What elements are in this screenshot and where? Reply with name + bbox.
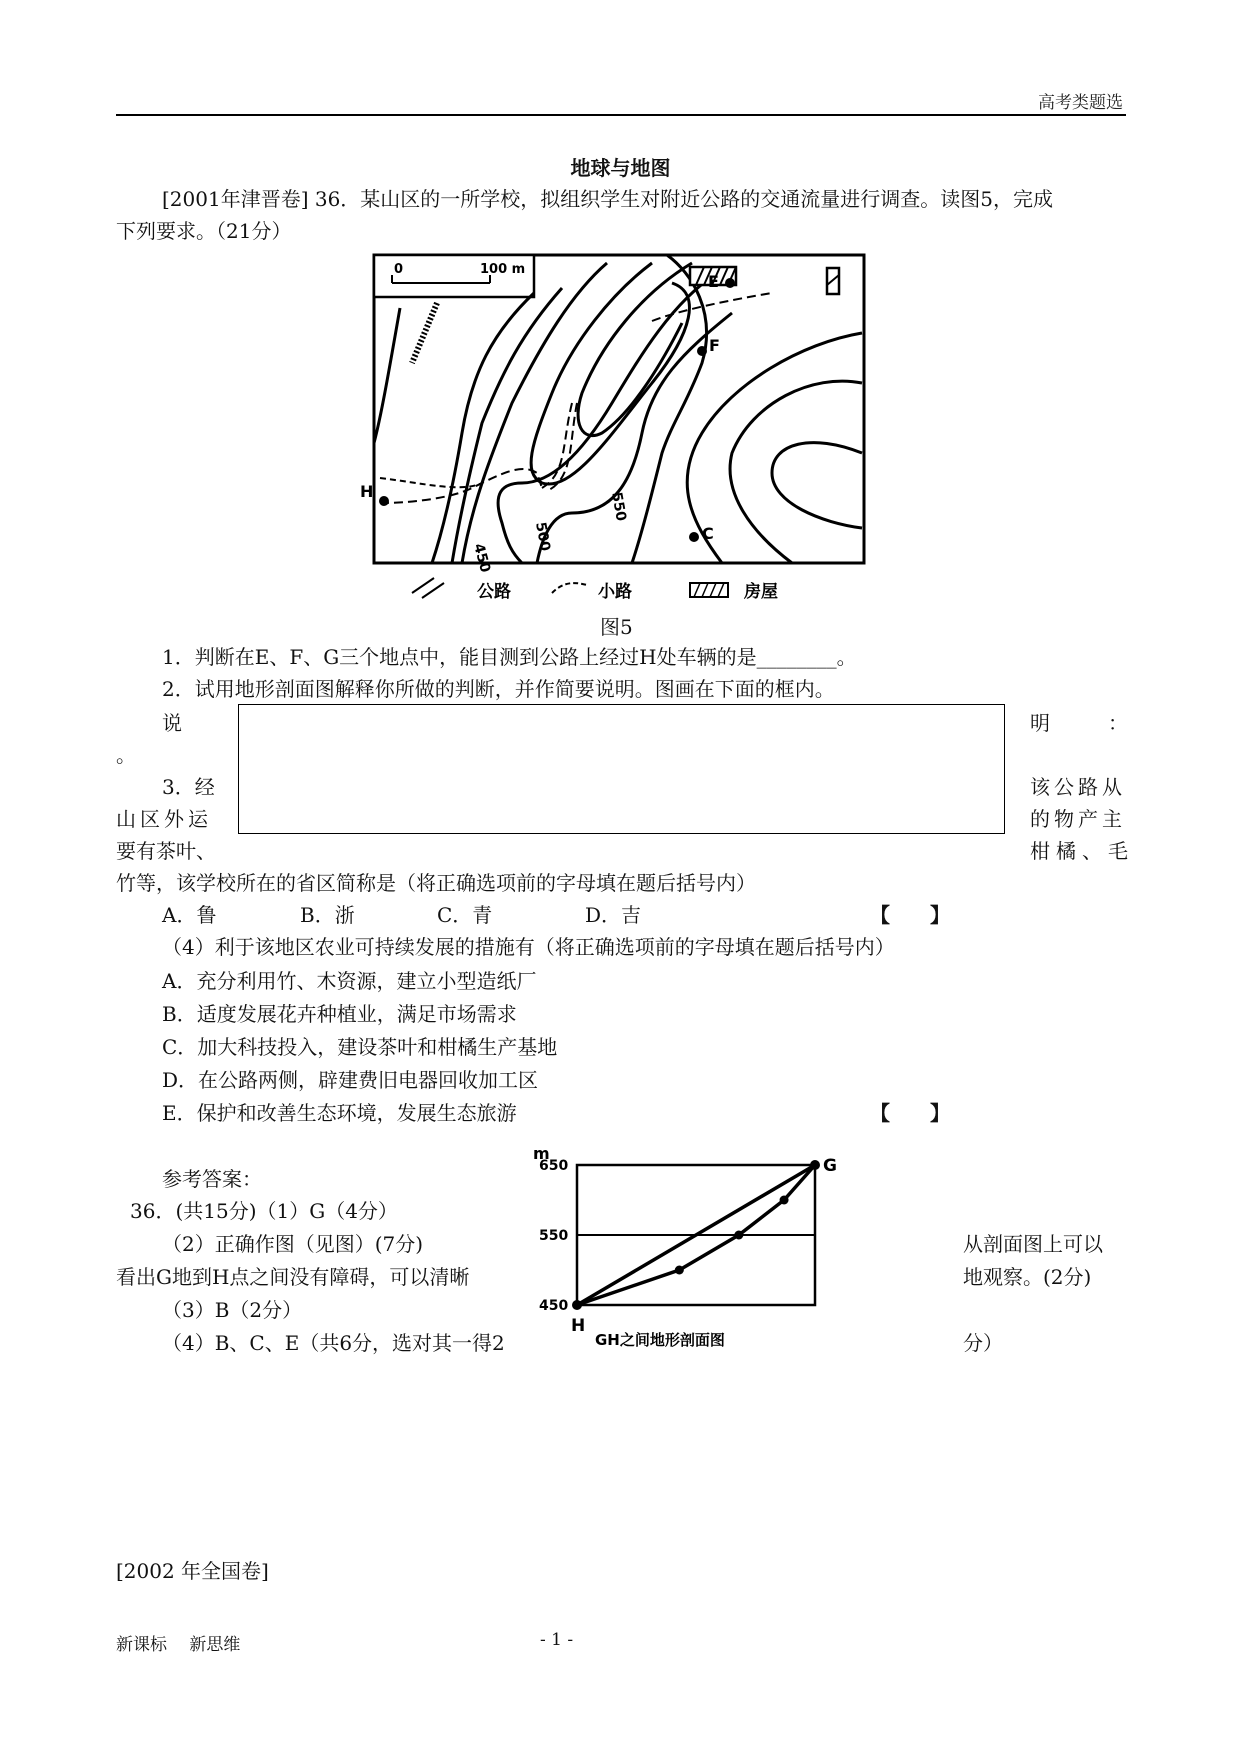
legend-path-icon: [552, 583, 587, 593]
answer-4-right: 分）: [963, 1331, 1003, 1355]
wrap-right-1b: ：: [1108, 711, 1128, 735]
answer-drawing-box[interactable]: [238, 704, 1005, 834]
question-1: 1．判断在E、F、G三个地点中，能目测到公路上经过H处车辆的是________。: [162, 645, 857, 669]
q4-answer-bracket: 【 】: [870, 1101, 950, 1125]
next-section-label: [2002 年全国卷]: [116, 1559, 269, 1583]
point-g-marker: [810, 1160, 820, 1170]
intro-line-1: [2001年津晋卷] 36．某山区的一所学校，拟组织学生对附近公路的交通流量进行调查。读图5，完成: [162, 187, 1054, 211]
wrap-right-3: 该公路从: [1030, 775, 1126, 799]
point-h-marker: [572, 1300, 582, 1310]
q3-option-b: B．浙: [300, 903, 355, 927]
answer-2: （2）正确作图（见图）(7分): [162, 1232, 424, 1256]
answer-3: （3）B（2分）: [162, 1298, 303, 1322]
point-f-label: F: [709, 336, 720, 355]
contour-label-550: 550: [608, 490, 629, 523]
point-c: [689, 532, 699, 542]
legend-road-icon: [412, 578, 444, 598]
wrap-right-5: 柑橘、毛: [1030, 839, 1134, 863]
question-2: 2．试用地形剖面图解释你所做的判断，并作简要说明。图画在下面的框内。: [162, 677, 835, 701]
q4-option-e: E．保护和改善生态环境，发展生态旅游: [162, 1101, 517, 1125]
answer-1: 36．(共15分)（1）G（4分）: [130, 1199, 398, 1223]
point-f: [697, 346, 707, 356]
profile-point: [734, 1231, 743, 1240]
legend-house-label: 房屋: [744, 582, 778, 602]
scale-end-label: 100 m: [480, 262, 526, 277]
answer-4: （4）B、C、E（共6分，选对其一得2: [162, 1331, 505, 1355]
header-label: 高考类题选: [1038, 93, 1123, 113]
q4-option-c: C．加大科技投入，建设茶叶和柑橘生产基地: [162, 1035, 558, 1059]
question-3-tail: 竹等，该学校所在的省区简称是（将正确选项前的字母填在题后括号内）: [116, 871, 756, 895]
wrap-right-1a: 明: [1030, 711, 1050, 735]
endpoint-label-h: H: [571, 1316, 586, 1336]
profile-chart: [535, 1145, 955, 1355]
q3-option-d: D．吉: [585, 903, 642, 927]
profile-point: [675, 1266, 684, 1275]
q4-option-d: D．在公路两侧，辟建费旧电器回收加工区: [162, 1068, 539, 1092]
legend-path-label: 小路: [598, 582, 632, 602]
wrap-left-1: 说: [162, 711, 182, 735]
answer-2-cont-right: 地观察。(2分): [963, 1265, 1092, 1289]
header-rule: [116, 114, 1126, 116]
answer-2-cont: 看出G地到H点之间没有障碍，可以清晰: [116, 1265, 470, 1289]
scale-start-label: 0: [394, 262, 404, 277]
wrap-left-5: 要有茶叶、: [116, 839, 216, 863]
wrap-left-2: 。: [116, 743, 136, 767]
intro-line-2: 下列要求。（21分）: [116, 219, 292, 243]
point-e: [725, 278, 735, 288]
y-tick-label: 650: [539, 1158, 569, 1174]
answers-heading: 参考答案：: [162, 1167, 262, 1191]
q4-option-b: B．适度发展花卉种植业，满足市场需求: [162, 1002, 517, 1026]
wrap-left-4: 山区外运: [116, 807, 212, 831]
point-c-label: C: [702, 524, 714, 543]
q4-option-a: A．充分利用竹、木资源，建立小型造纸厂: [162, 969, 537, 993]
chart-title: GH之间地形剖面图: [595, 1331, 725, 1349]
point-e-label: E: [708, 272, 719, 291]
y-tick-label: 550: [539, 1228, 569, 1244]
wrap-left-3: 3．经: [162, 775, 215, 799]
q3-option-c: C．青: [437, 903, 493, 927]
profile-point: [780, 1196, 789, 1205]
chart-ylabel: m: [533, 1144, 550, 1163]
point-h-label: H: [360, 482, 374, 501]
answer-2-right: 从剖面图上可以: [963, 1232, 1103, 1256]
question-4: （4）利于该地区农业可持续发展的措施有（将正确选项前的字母填在题后括号内）: [162, 935, 895, 959]
q3-answer-bracket: 【 】: [870, 903, 950, 927]
y-tick-label: 450: [539, 1298, 569, 1314]
section-title: 地球与地图: [570, 156, 671, 180]
footer-page-number: - 1 -: [540, 1630, 574, 1650]
q3-option-a: A．鲁: [162, 903, 217, 927]
legend-road-label: 公路: [477, 582, 511, 602]
contour-label-500: 500: [532, 520, 553, 553]
footer-left: 新课标 新思维: [116, 1635, 241, 1655]
contour-label-450: 450: [470, 541, 494, 575]
wrap-right-4: 的物产主: [1030, 807, 1126, 831]
contour-map-figure: [360, 253, 872, 623]
point-h: [379, 496, 389, 506]
endpoint-label-g: G: [823, 1156, 837, 1176]
figure-caption: 图5: [600, 615, 633, 639]
